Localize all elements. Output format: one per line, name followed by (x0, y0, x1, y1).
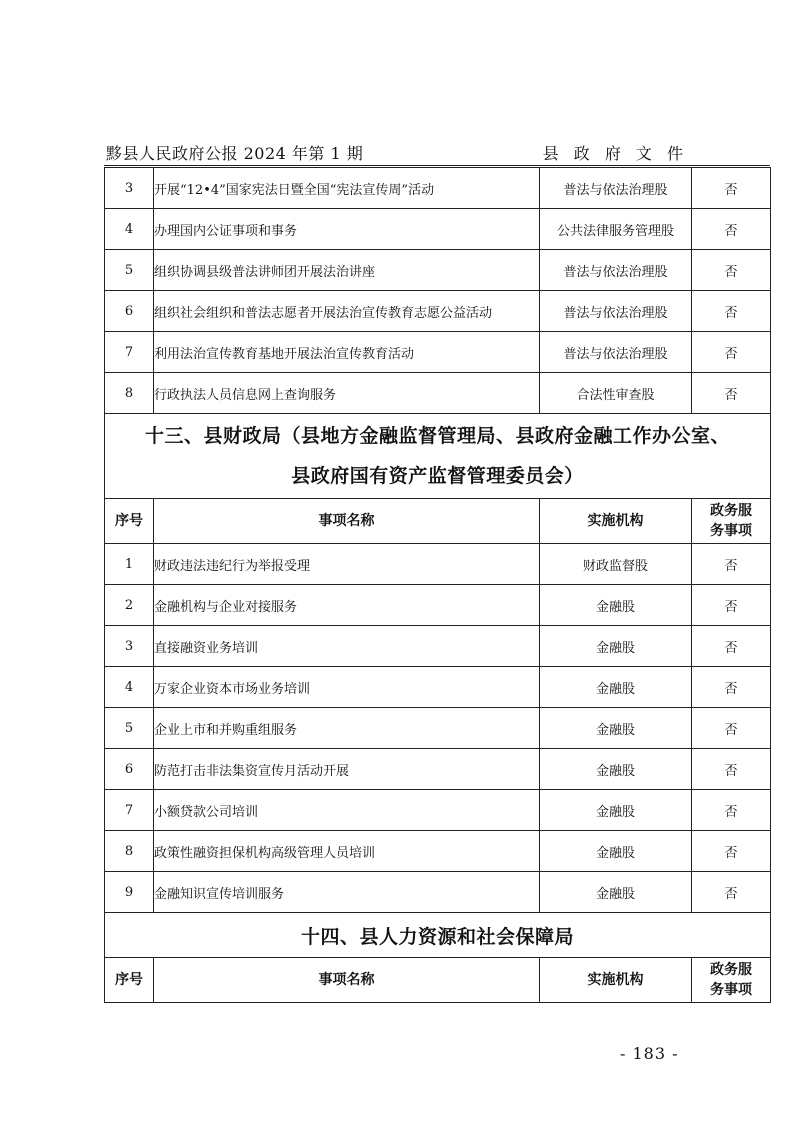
gov-service-flag: 否 (692, 250, 771, 291)
row-number: 4 (105, 209, 154, 250)
table-row (105, 749, 771, 790)
table-row (105, 831, 771, 872)
page-header (104, 138, 770, 166)
table-row (105, 168, 771, 209)
implementing-unit: 普法与依法治理股 (540, 332, 692, 373)
header-number: 序号 (105, 958, 154, 1003)
implementing-unit: 合法性审查股 (540, 373, 692, 414)
section-13-title-line2: 县政府国有资产监督管理委员会） (291, 465, 584, 487)
implementing-unit: 金融股 (540, 831, 692, 872)
implementing-unit: 普法与依法治理股 (540, 168, 692, 209)
implementing-unit: 金融股 (540, 708, 692, 749)
page-number: - 183 - (620, 1044, 679, 1063)
implementing-unit: 公共法律服务管理股 (540, 209, 692, 250)
table-row (105, 585, 771, 626)
implementing-unit: 普法与依法治理股 (540, 291, 692, 332)
gov-service-flag: 否 (692, 585, 771, 626)
implementing-unit: 金融股 (540, 790, 692, 831)
header-gov-service-flag (692, 499, 771, 544)
implementing-unit: 金融股 (540, 667, 692, 708)
item-name: 办理国内公证事项和事务 (154, 209, 540, 250)
section-13-heading (105, 414, 771, 499)
section-heading-row (105, 913, 771, 958)
item-name: 金融知识宣传培训服务 (154, 872, 540, 913)
item-name: 直接融资业务培训 (154, 626, 540, 667)
row-number: 5 (105, 250, 154, 291)
service-items-table (104, 167, 771, 1003)
item-name: 政策性融资担保机构高级管理人员培训 (154, 831, 540, 872)
row-number: 9 (105, 872, 154, 913)
row-number: 3 (105, 626, 154, 667)
table-row (105, 626, 771, 667)
implementing-unit: 金融股 (540, 749, 692, 790)
implementing-unit: 金融股 (540, 872, 692, 913)
section-label: 县 政 府 文 件 (542, 144, 688, 163)
gov-service-flag: 否 (692, 373, 771, 414)
table-row (105, 708, 771, 749)
item-name: 组织协调县级普法讲师团开展法治讲座 (154, 250, 540, 291)
table-row (105, 667, 771, 708)
table-row (105, 790, 771, 831)
bulletin-title: 黟县人民政府公报 2024 年第 1 期 (106, 144, 364, 163)
gov-service-flag: 否 (692, 168, 771, 209)
gov-service-flag: 否 (692, 544, 771, 585)
gov-service-flag: 否 (692, 291, 771, 332)
row-number: 3 (105, 168, 154, 209)
gov-service-flag: 否 (692, 708, 771, 749)
implementing-unit: 金融股 (540, 626, 692, 667)
item-name: 小额贷款公司培训 (154, 790, 540, 831)
section-13-title-line1: 十三、县财政局（县地方金融监督管理局、县政府金融工作办公室、 (144, 425, 730, 447)
item-name: 财政违法违纪行为举报受理 (154, 544, 540, 585)
table-row (105, 872, 771, 913)
gov-service-flag: 否 (692, 667, 771, 708)
gov-service-flag: 否 (692, 749, 771, 790)
item-name: 开展“12•4”国家宪法日暨全国“宪法宣传周”活动 (154, 168, 540, 209)
gov-service-flag: 否 (692, 790, 771, 831)
header-flag-line1: 政务服 (710, 503, 752, 519)
implementing-unit: 金融股 (540, 585, 692, 626)
row-number: 4 (105, 667, 154, 708)
item-name: 企业上市和并购重组服务 (154, 708, 540, 749)
row-number: 6 (105, 291, 154, 332)
header-gov-service-flag (692, 958, 771, 1003)
gov-service-flag: 否 (692, 872, 771, 913)
item-name: 利用法治宣传教育基地开展法治宣传教育活动 (154, 332, 540, 373)
table-row (105, 332, 771, 373)
header-flag-line2: 务事项 (710, 982, 752, 998)
section-heading-row (105, 414, 771, 499)
row-number: 7 (105, 790, 154, 831)
table-row (105, 291, 771, 332)
row-number: 8 (105, 373, 154, 414)
row-number: 7 (105, 332, 154, 373)
item-name: 防范打击非法集资宣传月活动开展 (154, 749, 540, 790)
gov-service-flag: 否 (692, 209, 771, 250)
gov-service-flag: 否 (692, 626, 771, 667)
column-header-row (105, 958, 771, 1003)
item-name: 行政执法人员信息网上查询服务 (154, 373, 540, 414)
row-number: 8 (105, 831, 154, 872)
header-number: 序号 (105, 499, 154, 544)
header-item-name: 事项名称 (154, 958, 540, 1003)
section-14-heading: 十四、县人力资源和社会保障局 (105, 913, 771, 958)
gov-service-flag: 否 (692, 332, 771, 373)
gov-service-flag: 否 (692, 831, 771, 872)
table-row (105, 544, 771, 585)
header-rule (104, 165, 770, 166)
item-name: 万家企业资本市场业务培训 (154, 667, 540, 708)
implementing-unit: 财政监督股 (540, 544, 692, 585)
implementing-unit: 普法与依法治理股 (540, 250, 692, 291)
row-number: 1 (105, 544, 154, 585)
row-number: 2 (105, 585, 154, 626)
table-row (105, 250, 771, 291)
item-name: 金融机构与企业对接服务 (154, 585, 540, 626)
header-implementing-unit: 实施机构 (540, 958, 692, 1003)
header-implementing-unit: 实施机构 (540, 499, 692, 544)
item-name: 组织社会组织和普法志愿者开展法治宣传教育志愿公益活动 (154, 291, 540, 332)
table-row (105, 373, 771, 414)
header-item-name: 事项名称 (154, 499, 540, 544)
row-number: 6 (105, 749, 154, 790)
header-flag-line1: 政务服 (710, 962, 752, 978)
row-number: 5 (105, 708, 154, 749)
table-row (105, 209, 771, 250)
header-flag-line2: 务事项 (710, 523, 752, 539)
column-header-row (105, 499, 771, 544)
